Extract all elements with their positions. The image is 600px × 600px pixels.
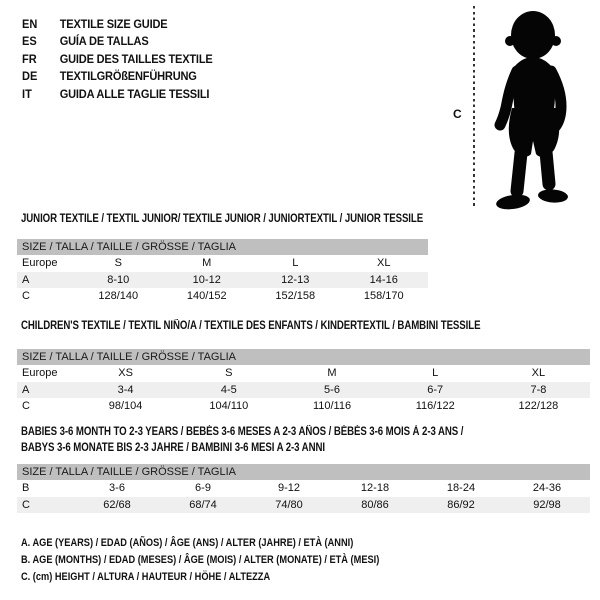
size-cell: 14-16 (369, 273, 398, 286)
babies-textile-title (21, 424, 548, 456)
junior-textile-table (17, 239, 428, 305)
row-label: C (22, 400, 30, 413)
childrens-textile-title (21, 318, 568, 334)
size-cell: 6-9 (195, 482, 211, 495)
language-code: FR (22, 51, 37, 66)
language-row (22, 33, 213, 51)
size-cell: 80/86 (361, 498, 389, 511)
size-cell: 62/68 (103, 498, 131, 511)
size-cell: 128/140 (98, 290, 139, 303)
size-cell: L (432, 367, 439, 380)
language-label: GUIDE DES TAILLES TEXTILE (59, 51, 213, 66)
junior-textile-title (21, 211, 500, 227)
language-row (22, 85, 213, 103)
size-cell: M (327, 367, 337, 380)
size-cell: 7-8 (530, 383, 547, 396)
childrens-textile-table (17, 349, 590, 415)
size-cell: 18-24 (446, 482, 476, 495)
row-label: B (22, 482, 30, 495)
size-cell: 104/110 (209, 400, 249, 413)
table-row (17, 288, 428, 305)
size-cell: XL (377, 257, 391, 270)
size-cell: 4-5 (220, 383, 237, 396)
size-cell: 68/74 (189, 498, 217, 511)
table-row (17, 398, 590, 415)
size-cell: 8-10 (107, 273, 130, 286)
size-cell: 86/92 (447, 498, 475, 511)
size-cell: XS (118, 367, 133, 380)
row-label: A (22, 383, 30, 396)
table-row (17, 480, 590, 497)
language-code: ES (22, 34, 37, 49)
row-label: C (22, 498, 30, 511)
size-cell: S (225, 367, 233, 380)
size-header-bar: SIZE / TALLA / TAILLE / GRÖSSE / TAGLIA (17, 239, 428, 255)
size-cell: S (114, 257, 122, 270)
size-cell: M (202, 257, 212, 270)
height-dotted-line (473, 6, 475, 209)
row-label: Europe (22, 367, 58, 380)
size-cell: 12-13 (281, 273, 310, 286)
size-cell: 3-4 (117, 383, 134, 396)
size-cell: XL (531, 367, 546, 380)
size-header-bar: SIZE / TALLA / TAILLE / GRÖSSE / TAGLIA (17, 349, 590, 365)
size-cell: 3-6 (109, 482, 125, 495)
table-title-line: BABIES 3-6 MONTH TO 2-3 YEARS / BEBÉS 3-6 MESES A 2-3 AÑOS / BÉBÉS 3-6 MOIS À 2-3 ANS / (21, 426, 464, 438)
language-label: GUÍA DE TALLAS (59, 34, 149, 49)
table-title-line: BABYS 3-6 MONATE BIS 2-3 JAHRE / BAMBINI 3-6 MESI A 2-3 ANNI (21, 442, 325, 454)
size-cell: 9-12 (277, 482, 301, 495)
table-row (17, 497, 590, 514)
size-cell: 5-6 (324, 383, 340, 396)
row-label: A (22, 273, 30, 286)
language-label: GUIDA ALLE TAGLIE TESSILI (59, 86, 210, 101)
table-row (17, 255, 428, 272)
language-row (22, 15, 213, 33)
table-row (17, 272, 428, 289)
size-cell: 98/104 (108, 400, 143, 413)
row-label: Europe (22, 257, 58, 270)
size-cell: 92/98 (533, 498, 561, 511)
language-code: DE (22, 69, 38, 84)
table-title-line: CHILDREN'S TEXTILE / TEXTIL NIÑO/A / TEXTILE DES ENFANTS / KINDERTEXTIL / BAMBINI TESSILE (21, 320, 481, 332)
size-cell: 152/158 (275, 290, 316, 303)
toddler-silhouette-icon (487, 8, 583, 212)
language-label: TEXTILE SIZE GUIDE (59, 16, 168, 31)
babies-textile-table (17, 464, 590, 513)
size-cell: 74/80 (275, 498, 303, 511)
size-cell: 158/170 (363, 290, 404, 303)
height-marker-label: C (453, 107, 462, 121)
table-title-line: JUNIOR TEXTILE / TEXTIL JUNIOR/ TEXTILE JUNIOR / JUNIORTEXTIL / JUNIOR TESSILE (21, 213, 424, 225)
table-row (17, 382, 590, 399)
size-cell: 12-18 (360, 482, 390, 495)
size-cell: 110/116 (312, 400, 352, 413)
size-header-bar: SIZE / TALLA / TAILLE / GRÖSSE / TAGLIA (17, 464, 590, 480)
language-label: TEXTILGRÖßENFÜHRUNG (59, 69, 197, 84)
language-row (22, 50, 213, 68)
size-cell: 6-7 (427, 383, 444, 396)
footnote-line: B. AGE (MONTHS) / EDAD (MESES) / ÂGE (MOIS) / ALTER (MONATE) / ETÀ (MESI) (21, 553, 380, 566)
footnotes-block (21, 535, 448, 585)
language-code: EN (22, 16, 38, 31)
row-label: C (22, 290, 30, 303)
size-cell: 122/128 (518, 400, 559, 413)
footnote-line: A. AGE (YEARS) / EDAD (AÑOS) / ÂGE (ANS) / ALTER (JAHRE) / ETÀ (ANNI) (21, 537, 354, 549)
size-cell: 140/152 (186, 290, 227, 303)
size-cell: L (292, 257, 299, 270)
language-code: IT (22, 86, 32, 101)
size-cell: 116/122 (415, 400, 455, 413)
table-row (17, 365, 590, 382)
language-row (22, 68, 213, 86)
size-cell: 10-12 (192, 273, 221, 286)
size-cell: 24-36 (532, 482, 562, 495)
language-guide-block (22, 15, 229, 103)
footnote-line: C. (cm) HEIGHT / ALTURA / HAUTEUR / HÖHE / ALTEZZA (21, 570, 271, 583)
